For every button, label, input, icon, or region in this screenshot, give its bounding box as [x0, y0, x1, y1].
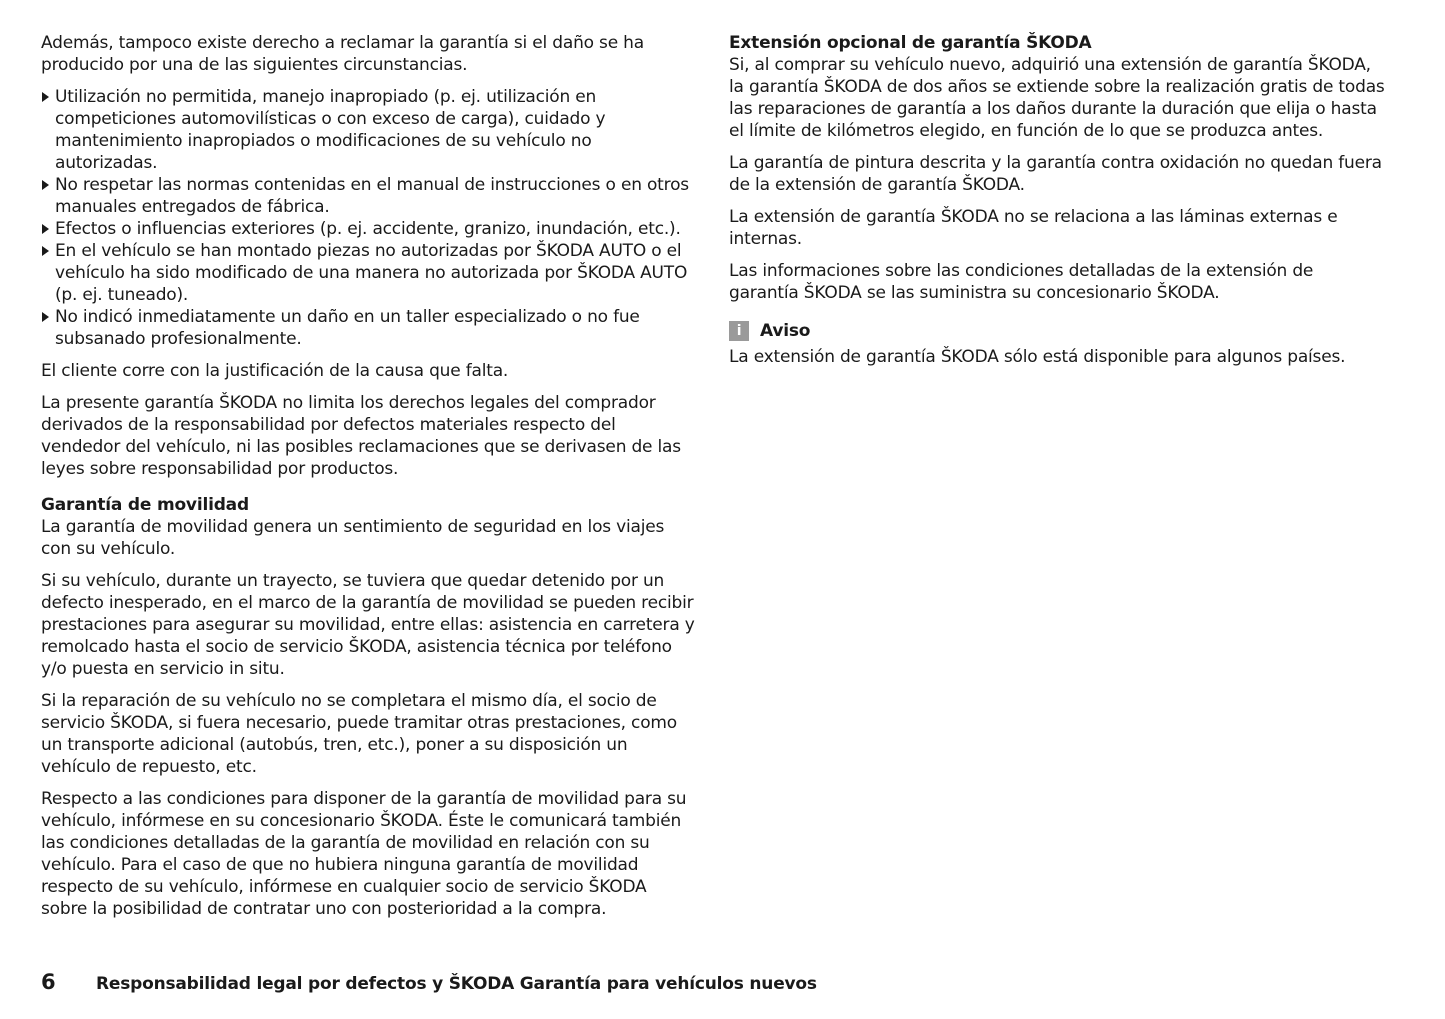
left-column: [41, 32, 697, 930]
notice-title: Aviso: [760, 321, 811, 341]
extension-paragraph-2: La garantía de pintura descrita y la garantía contra oxidación no quedan fuera de la extensión de garantía ŠKODA.: [729, 153, 1382, 195]
extension-heading: Extensión opcional de garantía ŠKODA: [729, 33, 1092, 53]
mobility-paragraph-2: Si su vehículo, durante un trayecto, se tuviera que quedar detenido por un defecto inesperado, en el marco de la garantía de movilidad se pueden recibir prestaciones para asegurar su movilidad, entre ellas: asistencia en carretera y remolcado hasta el socio de servicio ŠKODA, asistencia técnica por teléfono y/o puesta en servicio in situ.: [41, 571, 695, 679]
page-number: 6: [41, 970, 56, 994]
info-icon: i: [729, 321, 749, 341]
extension-paragraph-3: La extensión de garantía ŠKODA no se relaciona a las láminas externas e internas.: [729, 207, 1338, 249]
mobility-paragraph-4: Respecto a las condiciones para disponer de la garantía de movilidad para su vehículo, infórmese en su concesionario ŠKODA. Éste le comunicará también las condiciones detalladas de la garantía de movilidad en relación con su vehículo. Para el caso de que no hubiera ninguna garantía de movilidad respecto de su vehículo, infórmese en cualquier socio de servicio ŠKODA sobre la posibilidad de contratar uno con posterioridad a la compra.: [41, 789, 687, 919]
right-column: [729, 32, 1385, 378]
mobility-paragraph-1: La garantía de movilidad genera un sentimiento de seguridad en los viajes con su vehículo.: [41, 517, 665, 559]
list-item: No respetar las normas contenidas en el manual de instrucciones o en otros manuales entregados de fábrica.: [41, 174, 697, 218]
cause-paragraph: El cliente corre con la justificación de la causa que falta.: [41, 361, 509, 381]
mobility-paragraph-3: Si la reparación de su vehículo no se completara el mismo día, el socio de servicio ŠKODA, si fuera necesario, puede tramitar otras prestaciones, como un transporte adicional (autobús, tren, etc.), poner a su disposición un vehículo de repuesto, etc.: [41, 691, 677, 777]
extension-paragraph-1: Si, al comprar su vehículo nuevo, adquirió una extensión de garantía ŠKODA, la garantía ŠKODA de dos años se extiende sobre la realización gratis de todas las reparaciones de garantía a los daños durante la duración que elija o hasta el límite de kilómetros elegido, en función de lo que se produzca antes.: [729, 55, 1385, 141]
exclusions-list: [41, 86, 697, 350]
notice-text: La extensión de garantía ŠKODA sólo está disponible para algunos países.: [729, 347, 1346, 367]
notice-header: [729, 320, 1385, 342]
mobility-heading: Garantía de movilidad: [41, 495, 249, 515]
list-item: En el vehículo se han montado piezas no autorizadas por ŠKODA AUTO o el vehículo ha sido modificado de una manera no autorizada por ŠKODA AUTO (p. ej. tuneado).: [41, 240, 697, 306]
extension-paragraph-4: Las informaciones sobre las condiciones detalladas de la extensión de garantía ŠKODA se las suministra su concesionario ŠKODA.: [729, 261, 1314, 303]
intro-paragraph: Además, tampoco existe derecho a reclamar la garantía si el daño se ha producido por una de las siguientes circunstancias.: [41, 33, 644, 75]
legal-paragraph: La presente garantía ŠKODA no limita los derechos legales del comprador derivados de la responsabilidad por defectos materiales respecto del vendedor del vehículo, ni las posibles reclamaciones que se derivasen de las leyes sobre responsabilidad por productos.: [41, 393, 681, 479]
list-item: Efectos o influencias exteriores (p. ej. accidente, granizo, inundación, etc.).: [41, 218, 697, 240]
footer-title: Responsabilidad legal por defectos y ŠKODA Garantía para vehículos nuevos: [96, 974, 817, 994]
list-item: Utilización no permitida, manejo inapropiado (p. ej. utilización en competiciones automovilísticas o con exceso de carga), cuidado y mantenimiento inapropiados o modificaciones de su vehículo no autorizadas.: [41, 86, 697, 174]
list-item: No indicó inmediatamente un daño en un taller especializado o no fue subsanado profesionalmente.: [41, 306, 697, 350]
page-footer: [41, 970, 817, 994]
